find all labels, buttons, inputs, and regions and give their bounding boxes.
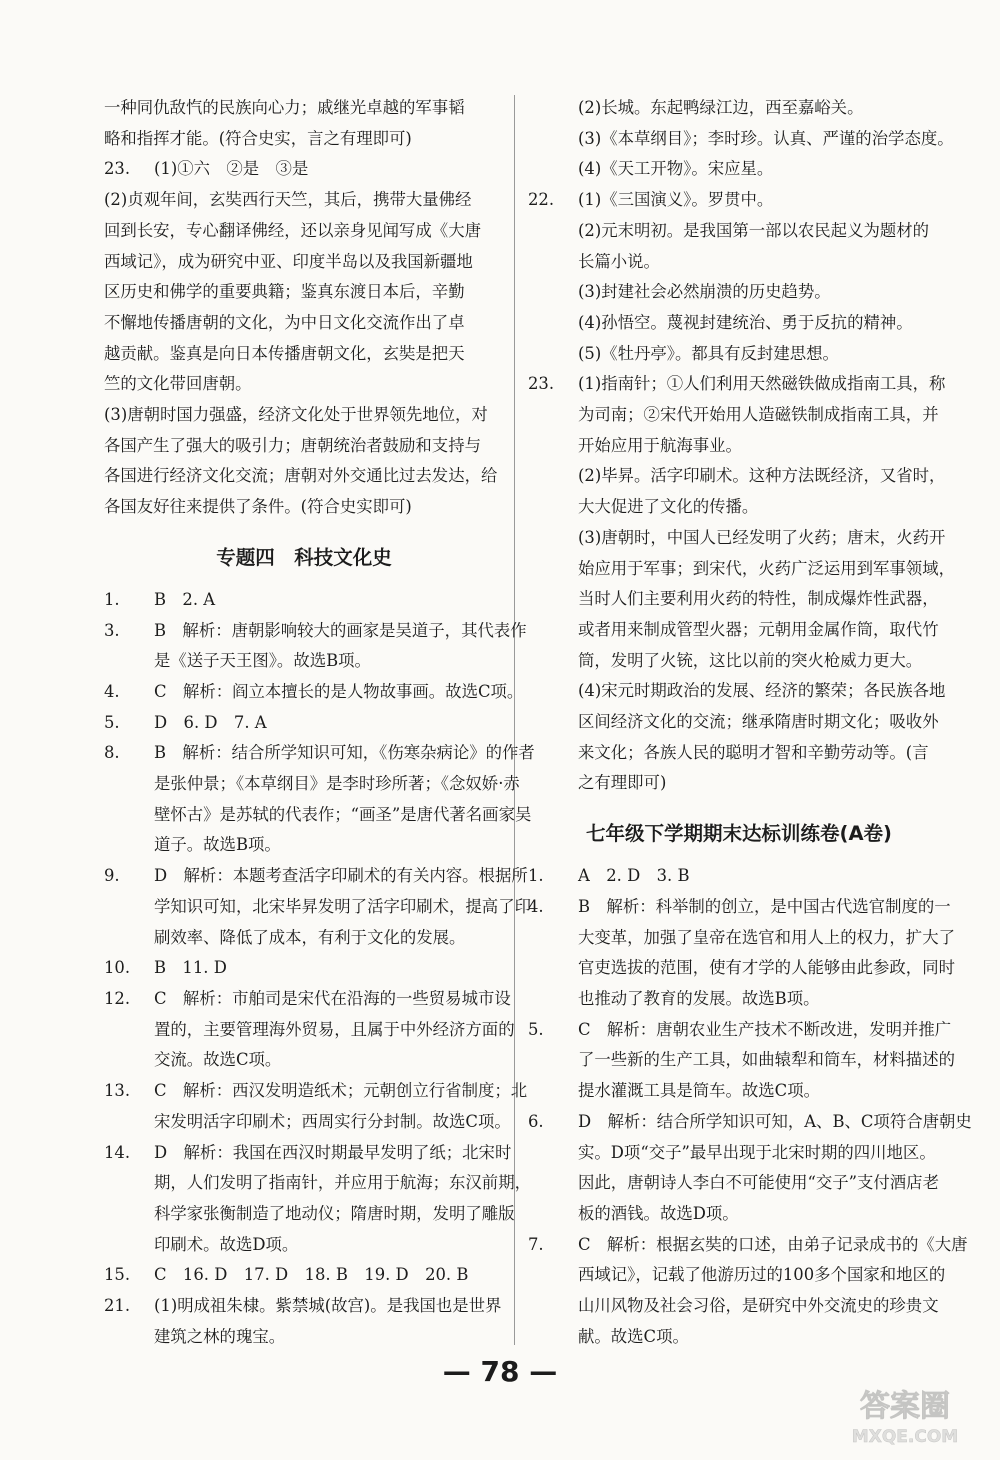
answer-text: 大变革，加强了皇帝在选官和用人上的权力，扩大了 — [578, 927, 955, 947]
answer-line — [104, 369, 504, 400]
question-number — [528, 707, 568, 738]
answer-text: (3)唐朝时，中国人已经发明了火药；唐末，火药开 — [578, 527, 946, 547]
answer-text: 西域记》，成为研究中亚、印度半岛以及我国新疆地 — [104, 251, 473, 271]
answer-line — [528, 1199, 950, 1230]
question-number — [528, 400, 568, 431]
answer-text: 交流。故选C项。 — [154, 1050, 282, 1070]
question-number — [104, 1168, 144, 1199]
question-number — [104, 800, 144, 831]
answer-text: C 解析：根据玄奘的口述，由弟子记录成书的《大唐 — [578, 1234, 968, 1254]
answer-line — [528, 861, 950, 892]
answer-line — [528, 584, 950, 615]
page-number: — 78 — — [442, 1355, 558, 1388]
answer-text: (1)指南针；①人们利用天然磁铁做成指南工具，称 — [578, 374, 946, 394]
answer-text: 区历史和佛学的重要典籍；鉴真东渡日本后，辛勤 — [104, 282, 465, 302]
answer-line — [528, 154, 950, 185]
answer-text: 提水灌溉工具是筒车。故选C项。 — [578, 1081, 821, 1101]
question-number: 13. — [104, 1081, 131, 1101]
answer-line — [528, 1015, 950, 1046]
answer-text: 献。故选C项。 — [578, 1326, 689, 1346]
question-number — [104, 1107, 144, 1138]
answer-text: (4)宋元时期政治的发展、经济的繁荣；各民族各地 — [578, 681, 946, 701]
question-number: 3. — [104, 620, 120, 640]
answer-text: 官吏选拔的范围，使有才学的人能够由此参政，同时 — [578, 958, 955, 978]
question-number — [104, 1230, 144, 1261]
answer-line — [528, 1322, 950, 1353]
answer-line — [528, 615, 950, 646]
answer-line — [104, 277, 504, 308]
answer-text: C 解析：唐朝农业生产技术不断改进，发明并推广 — [578, 1019, 952, 1039]
question-number — [104, 1015, 144, 1046]
column-divider — [514, 95, 515, 1345]
answer-line — [104, 1199, 515, 1230]
answer-text: 期，人们发明了指南针，并应用于航海；东汉前期， — [154, 1173, 531, 1193]
answer-line — [104, 124, 504, 155]
question-number: 21. — [104, 1296, 131, 1316]
answer-line — [528, 554, 955, 585]
answer-text: C 解析：市舶司是宋代在沿海的一些贸易城市设 — [154, 988, 511, 1008]
question-number — [528, 431, 568, 462]
answer-line — [104, 1230, 504, 1261]
answer-line — [528, 1291, 950, 1322]
question-number: 8. — [104, 743, 120, 763]
answer-text: 当时人们主要利用火药的特性，制成爆炸性武器， — [578, 589, 939, 609]
question-number: 5. — [104, 712, 120, 732]
section-heading: 七年级下学期期末达标训练卷(A卷) — [586, 822, 892, 846]
question-number: 14. — [104, 1142, 131, 1162]
question-number — [528, 492, 568, 523]
answer-line — [528, 646, 950, 677]
question-number: 23. — [528, 374, 555, 394]
answer-text: 区间经济文化的交流；继承隋唐时期文化；吸收外 — [578, 712, 939, 732]
answer-text: (1)①六 ②是 ③是 — [154, 159, 309, 179]
answer-line — [528, 768, 950, 799]
question-number: 7. — [528, 1234, 544, 1254]
question-number — [528, 1291, 568, 1322]
answer-text: 学知识可知，北宋毕昇发明了活字印刷术，提高了印 — [154, 896, 531, 916]
answer-line — [104, 953, 504, 984]
watermark-url: MXQE.COM — [851, 1427, 959, 1447]
answer-text: (1)《三国演义》。罗贯中。 — [578, 190, 774, 210]
answer-line — [104, 1076, 528, 1107]
answer-line — [104, 585, 504, 616]
answer-text: 实。D项“交子”最早出现于北宋时期的四川地区。 — [578, 1142, 936, 1162]
answer-line — [104, 461, 504, 492]
answer-text: 一种同仇敌忾的民族向心力；戚继光卓越的军事韬 — [104, 98, 465, 117]
answer-text: (3)唐朝时国力强盛，经济文化处于世界领先地位，对 — [104, 405, 488, 425]
answer-text: 科学家张衡制造了地动仪；隋唐时期，发明了雕版 — [154, 1203, 515, 1223]
answer-text: 是《送子天王图》。故选B项。 — [154, 651, 371, 671]
question-number — [528, 247, 568, 278]
answer-text: 之有理即可) — [578, 773, 667, 793]
question-number — [104, 1322, 144, 1353]
question-number — [104, 769, 144, 800]
question-number — [104, 923, 144, 954]
question-number: 22. — [528, 190, 555, 210]
question-number — [528, 1168, 568, 1199]
question-number — [528, 124, 568, 155]
answer-line — [528, 400, 950, 431]
answer-text: 或者用来制成管型火器；元朝用金属作筒，取代竹 — [578, 619, 939, 639]
answer-text: (4)《天工开物》。宋应星。 — [578, 159, 774, 179]
question-number — [104, 646, 144, 677]
answer-line — [104, 93, 504, 124]
answer-line — [104, 247, 504, 278]
question-number: 1. — [104, 589, 120, 609]
answer-text: 置的，主要管理海外贸易，且属于中外经济方面的 — [154, 1019, 515, 1039]
answer-text: D 6. D 7. A — [154, 712, 267, 732]
answer-text: A 2. D 3. B — [578, 866, 690, 886]
answer-text: 越贡献。鉴真是向日本传播唐朝文化，玄奘是把天 — [104, 343, 465, 363]
left-column — [104, 93, 535, 1352]
question-number — [528, 768, 568, 799]
answer-text: 筒，发明了火铳，这比以前的突火枪威力更大。 — [578, 650, 923, 670]
answer-line — [528, 923, 955, 954]
answer-text: 刷效率、降低了成本，有利于文化的发展。 — [154, 927, 466, 947]
answer-line — [528, 1260, 950, 1291]
site-watermark-logo — [830, 1380, 980, 1450]
answer-text: 也推动了教育的发展。故选B项。 — [578, 988, 820, 1008]
question-number: 10. — [104, 958, 131, 978]
answer-text: D 解析：结合所学知识可知，A、B、C项符合唐朝史 — [578, 1111, 972, 1131]
answer-line — [104, 185, 504, 216]
answer-line — [528, 984, 950, 1015]
answer-text: 宋发明活字印刷术；西周实行分封制。故选C项。 — [154, 1111, 511, 1131]
answer-line — [104, 1260, 504, 1291]
question-number — [528, 953, 568, 984]
answer-line — [528, 185, 950, 216]
answer-line — [528, 339, 950, 370]
answer-text: 是张仲景；《本草纲目》是李时珍所著；《念奴娇·赤 — [154, 774, 520, 794]
question-number — [528, 523, 568, 554]
answer-text: 各国友好往来提供了条件。(符合史实即可) — [104, 497, 412, 517]
answer-line — [104, 1045, 504, 1076]
answer-line — [528, 216, 950, 247]
answer-text: 来文化；各族人民的聪明才智和辛勤劳动等。(言 — [578, 742, 929, 762]
answer-line — [104, 431, 504, 462]
answer-text: B 解析：唐朝影响较大的画家是吴道子，其代表作 — [154, 620, 527, 640]
answer-line — [528, 369, 950, 400]
answer-line — [528, 93, 950, 124]
answer-line — [104, 1291, 504, 1322]
question-number — [528, 1045, 568, 1076]
question-number — [528, 1260, 568, 1291]
question-number — [104, 830, 144, 861]
question-number — [528, 277, 568, 308]
answer-text: 因此，唐朝诗人李白不可能使用“交子”支付酒店老 — [578, 1173, 939, 1193]
answer-line — [104, 708, 504, 739]
answer-line — [528, 247, 950, 278]
answer-line — [104, 984, 511, 1015]
question-number — [528, 308, 568, 339]
answer-text: 回到长安，专心翻译佛经，还以亲身见闻写成《大唐 — [104, 220, 481, 240]
question-number — [104, 1199, 144, 1230]
answer-line — [104, 154, 504, 185]
question-number — [528, 461, 568, 492]
answer-line — [104, 800, 532, 831]
answer-line — [528, 1045, 955, 1076]
question-number: 15. — [104, 1265, 131, 1285]
answer-line — [528, 1076, 950, 1107]
watermark-title: 答案圈 — [860, 1389, 950, 1424]
answer-text: 板的酒钱。故选D项。 — [578, 1203, 739, 1223]
answer-line — [104, 1015, 515, 1046]
answer-line — [528, 523, 950, 554]
answer-line — [104, 1138, 512, 1169]
answer-text: 印刷术。故选D项。 — [154, 1234, 299, 1254]
answer-text: B 11. D — [154, 958, 227, 978]
question-number: 4. — [528, 896, 544, 916]
answer-text: (2)贞观年间，玄奘西行天竺，其后，携带大量佛经 — [104, 190, 472, 210]
answer-line — [528, 277, 950, 308]
answer-line — [104, 216, 504, 247]
answer-text: (5)《牡丹亭》。都具有反封建思想。 — [578, 343, 839, 363]
question-number — [528, 1199, 568, 1230]
question-number: 6. — [528, 1111, 544, 1131]
answer-line — [528, 431, 950, 462]
answer-text: D 解析：我国在西汉时期最早发明了纸；北宋时 — [154, 1142, 512, 1162]
answer-text: D 解析：本题考查活字印刷术的有关内容。根据所 — [154, 866, 528, 886]
question-number — [528, 984, 568, 1015]
answer-text: B 解析：结合所学知识可知，《伤寒杂病论》的作者 — [154, 743, 535, 763]
question-number — [528, 154, 568, 185]
answer-text: B 解析：科举制的创立，是中国古代选官制度的一 — [578, 896, 951, 916]
answer-line — [528, 707, 950, 738]
question-number: 1. — [528, 866, 544, 886]
answer-line — [104, 1322, 504, 1353]
answer-text: C 解析：阎立本擅长的是人物故事画。故选C项。 — [154, 681, 524, 701]
question-number: 9. — [104, 866, 120, 886]
answer-text: 道子。故选B项。 — [154, 835, 281, 855]
answer-text: 了一些新的生产工具，如曲辕犁和筒车，材料描述的 — [578, 1050, 955, 1070]
question-number — [528, 676, 568, 707]
answer-text: 各国进行经济文化交流；唐朝对外交通比过去发达，给 — [104, 466, 498, 486]
question-number — [528, 1076, 568, 1107]
answer-line — [528, 308, 950, 339]
answer-line — [104, 646, 504, 677]
answer-text: 开始应用于航海事业。 — [578, 435, 742, 455]
answer-line — [104, 400, 504, 431]
answer-line — [528, 461, 950, 492]
answer-text: C 解析：西汉发明造纸术；元朝创立行省制度；北 — [154, 1081, 528, 1101]
answer-line — [104, 308, 504, 339]
answer-line — [104, 1168, 531, 1199]
answer-line — [104, 677, 524, 708]
answer-text: (2)长城。东起鸭绿江边，西至嘉峪关。 — [578, 98, 864, 117]
answer-text: 长篇小说。 — [578, 251, 660, 271]
question-number — [528, 93, 568, 124]
answer-line — [104, 1107, 511, 1138]
question-number — [528, 923, 568, 954]
answer-text: (1)明成祖朱棣。紫禁城(故宫)。是我国也是世界 — [154, 1296, 502, 1316]
answer-text: 略和指挥才能。(符合史实，言之有理即可) — [104, 128, 412, 148]
question-number: 23. — [104, 159, 131, 179]
answer-text: B 2. A — [154, 589, 216, 609]
answer-line — [104, 892, 531, 923]
answer-line — [104, 923, 504, 954]
right-column — [528, 93, 972, 1352]
answer-line — [528, 1230, 968, 1261]
answer-line — [528, 1168, 950, 1199]
answer-text: 壁怀古》是苏轼的代表作；“画圣”是唐代著名画家吴 — [154, 804, 532, 824]
answer-line — [528, 124, 954, 155]
answer-line — [528, 892, 950, 923]
answer-text: 为司南；②宋代开始用人造磁铁制成指南工具，并 — [578, 405, 939, 425]
answer-text: 各国产生了强大的吸引力；唐朝统治者鼓励和支持与 — [104, 435, 481, 455]
question-number — [104, 1045, 144, 1076]
question-number — [528, 216, 568, 247]
question-number — [528, 738, 568, 769]
answer-line — [528, 1107, 972, 1138]
answer-text: C 16. D 17. D 18. B 19. D 20. B — [154, 1265, 469, 1285]
answer-line — [104, 616, 527, 647]
answer-line — [528, 676, 950, 707]
answer-text: 建筑之林的瑰宝。 — [154, 1326, 286, 1346]
answer-line — [528, 738, 950, 769]
question-number — [528, 646, 568, 677]
question-number — [528, 1322, 568, 1353]
question-number: 12. — [104, 988, 131, 1008]
question-number — [528, 584, 568, 615]
answer-text: 竺的文化带回唐朝。 — [104, 374, 252, 394]
answer-text: 大大促进了文化的传播。 — [578, 497, 759, 517]
answer-text: (3)《本草纲目》；李时珍。认真、严谨的治学态度。 — [578, 128, 954, 148]
answer-text: (3)封建社会必然崩溃的历史趋势。 — [578, 282, 831, 302]
answer-line — [528, 1138, 950, 1169]
answer-line — [104, 339, 504, 370]
answer-text: (4)孙悟空。蔑视封建统治、勇于反抗的精神。 — [578, 312, 913, 332]
answer-line — [104, 830, 504, 861]
answer-text: (2)元末明初。是我国第一部以农民起义为题材的 — [578, 220, 930, 240]
answer-line — [528, 492, 950, 523]
answer-text: 西域记》，记载了他游历过的100多个国家和地区的 — [578, 1265, 946, 1285]
answer-text: 山川风物及社会习俗，是研究中外交流史的珍贵文 — [578, 1296, 939, 1316]
question-number: 4. — [104, 681, 120, 701]
question-number — [104, 892, 144, 923]
answer-line — [528, 953, 955, 984]
answer-text: 始应用于军事；到宋代，火药广泛运用到军事领域， — [578, 558, 955, 578]
question-number — [528, 554, 568, 585]
question-number — [528, 339, 568, 370]
question-number: 5. — [528, 1019, 544, 1039]
answer-line — [104, 738, 535, 769]
answer-line — [104, 769, 520, 800]
answer-line — [104, 861, 528, 892]
answer-line — [104, 492, 504, 523]
answer-text: 不懈地传播唐朝的文化，为中日文化交流作出了卓 — [104, 312, 465, 332]
question-number — [528, 1138, 568, 1169]
section-heading: 专题四 科技文化史 — [216, 545, 392, 569]
question-number — [528, 615, 568, 646]
answer-text: (2)毕昇。活字印刷术。这种方法既经济，又省时， — [578, 466, 946, 486]
